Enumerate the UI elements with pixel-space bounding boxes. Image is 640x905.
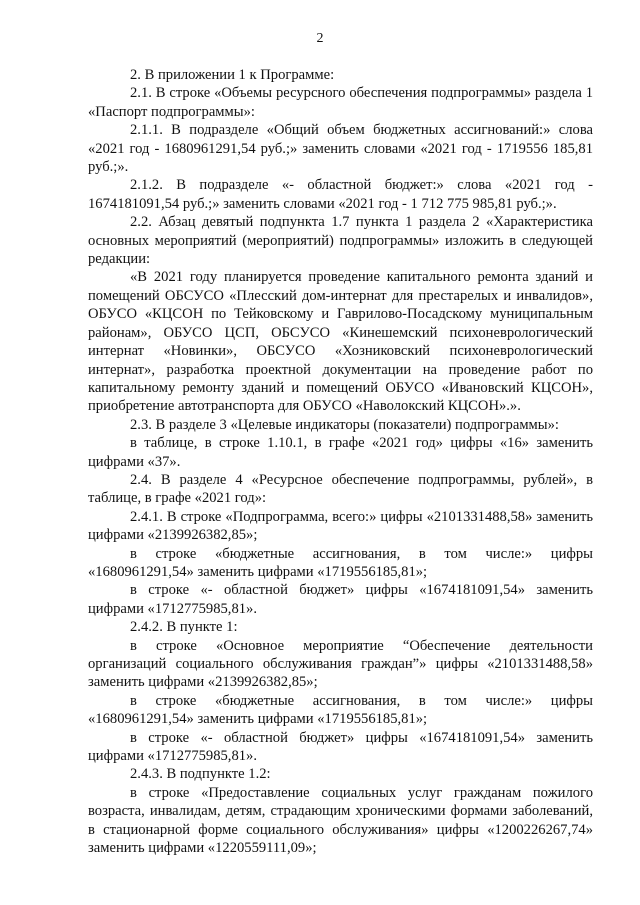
paragraph-regional-budget-2: в строке «- областной бюджет» цифры «1674181091,54» заменить цифрами «1712775985,81». — [88, 729, 593, 765]
paragraph-2-1: 2.1. В строке «Объемы ресурсного обеспечения подпрограммы» раздела 1 «Паспорт подпрограммы»: — [88, 85, 593, 120]
paragraph-main-activity: в строке «Основное мероприятие “Обеспечение деятельности организаций социального обслуживания граждан”» цифры «2101331488,58» заменить цифрами «2139926382,85»; — [88, 637, 593, 691]
paragraph-table-row-1-10-1: в таблице, в строке 1.10.1, в графе «2021 год» цифры «16» заменить цифрами «37». — [88, 435, 593, 470]
paragraph-2-4: 2.4. В разделе 4 «Ресурсное обеспечение подпрограммы, рублей», в таблице, в графе «2021 год»: — [88, 471, 593, 507]
paragraph-2-1-1: 2.1.1. В подразделе «Общий объем бюджетных ассигнований:» слова «2021 год - 1680961291,54 руб.;» заменить словами «2021 год - 1719556 185,81 руб.;». — [88, 122, 593, 176]
paragraph-2-4-3: 2.4.3. В подпункте 1.2: — [130, 766, 271, 783]
paragraph-budget-allocations: в строке «бюджетные ассигнования, в том числе:» цифры «1680961291,54» заменить цифрами «1719556185,81»; — [88, 545, 593, 580]
paragraph-quote-2021: «В 2021 году планируется проведение капитального ремонта зданий и помещений ОБСУСО «Плесский дом-интернат для престарелых и инвалидов», ОБУСО «КЦСОН по Тейковскому и Гаврилово-Посадскому муниципальным районам», ОБУСО ЦСП, ОБСУСО «Кинешемский психоневрологический интернат «Новинки», ОБСУСО «Хозниковский психоневрологический интернат», разработка проектной документации на проведение работ по капитальному ремонту зданий и помещений ОБУСО «Ивановский КЦСОН», приобретение автотранспорта для ОБУСО «Наволокский КЦСОН».». — [88, 269, 593, 415]
paragraph-2-3: 2.3. В разделе 3 «Целевые индикаторы (показатели) подпрограммы»: — [130, 416, 559, 433]
paragraph-2-4-1: 2.4.1. В строке «Подпрограмма, всего:» цифры «2101331488,58» заменить цифрами «2139926382,85»; — [88, 508, 593, 544]
paragraph-budget-allocations-2: в строке «бюджетные ассигнования, в том числе:» цифры «1680961291,54» заменить цифрами «1719556185,81»; — [88, 692, 593, 728]
paragraph-2-4-2: 2.4.2. В пункте 1: — [130, 619, 238, 636]
document-body — [88, 66, 593, 857]
page-number: 2 — [316, 31, 324, 46]
paragraph-2-1-2: 2.1.2. В подразделе «- областной бюджет:» слова «2021 год - 1674181091,54 руб.;» заменить словами «2021 год - 1 712 775 985,81 руб.;». — [88, 177, 593, 212]
paragraph-social-services: в строке «Предоставление социальных услуг гражданам пожилого возраста, инвалидам, детям, страдающим хроническими формами заболеваний, в стационарной форме социального обслуживания» цифры «1200226267,74» заменить цифрами «1220559111,09»; — [88, 784, 593, 857]
paragraph-2: 2. В приложении 1 к Программе: — [130, 67, 335, 83]
paragraph-2-2: 2.2. Абзац девятый подпункта 1.7 пункта 1 раздела 2 «Характеристика основных мероприятий (мероприятий) подпрограммы» изложить в следующей редакции: — [88, 214, 593, 268]
paragraph-regional-budget: в строке «- областной бюджет» цифры «1674181091,54» заменить цифрами «1712775985,81». — [88, 582, 593, 617]
